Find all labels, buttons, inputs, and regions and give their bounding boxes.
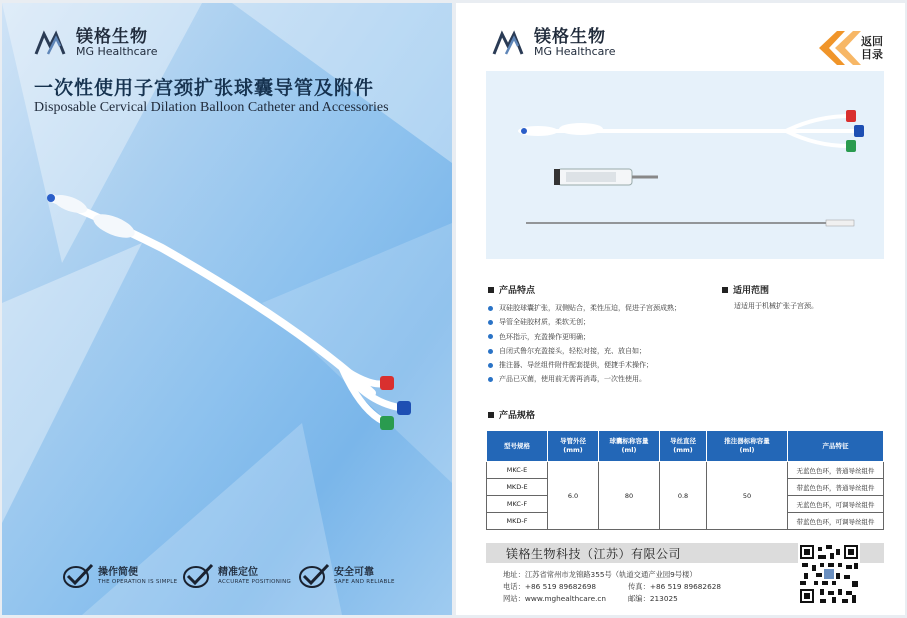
feature-label-cn: 安全可靠: [334, 567, 374, 578]
features-list: [488, 301, 681, 387]
table-header: 推注器标称容量 (ml): [707, 431, 788, 462]
feature-safe: [298, 563, 395, 589]
table-cell: 6.0: [548, 462, 599, 530]
mg-logo-icon: [492, 30, 528, 56]
table-cell: 无蓝色色环，普通导丝组件: [788, 462, 884, 479]
company-name: 镁格生物科技（江苏）有限公司: [506, 547, 682, 561]
brand-name-cn: 镁格生物: [76, 27, 148, 47]
mg-logo-icon: [34, 30, 70, 56]
right-page-details: [456, 3, 905, 615]
checkmark-circle-icon: [298, 563, 330, 589]
product-title-cn: 一次性使用子宫颈扩张球囊导管及附件: [34, 77, 375, 99]
qr-code-icon: [798, 543, 860, 605]
feature-text: 导管全硅胶材质，柔软无创；: [499, 318, 590, 327]
section-title-text: 产品特点: [499, 286, 536, 296]
list-item: [488, 330, 681, 344]
checkmark-circle-icon: [62, 563, 94, 589]
table-cell: 无蓝色色环，可调导丝组件: [788, 496, 884, 513]
list-item: [488, 301, 681, 315]
company-website[interactable]: 网站：www.mghealthcare.cn: [503, 594, 607, 603]
features-section-title: [488, 283, 535, 296]
list-item: [488, 372, 681, 386]
feature-text: 双硅胶球囊扩张，双侧贴合，柔性压迫，促进子宫颈成熟；: [499, 304, 681, 312]
feature-label-cn: 精准定位: [218, 567, 258, 578]
table-cell: 带蓝色色环，可调导丝组件: [788, 513, 884, 530]
brand-name-cn: 镁格生物: [534, 27, 606, 47]
table-cell: 带蓝色色环，普通导丝组件: [788, 479, 884, 496]
table-header: 导管外径 (mm): [548, 431, 599, 462]
table-cell: MKD-E: [487, 479, 548, 496]
brand-name-en: MG Healthcare: [76, 45, 158, 58]
feature-text: 推注器、导丝组件附件配套提供，便捷手术操作；: [499, 361, 653, 370]
feature-label-en: SAFE AND RELIABLE: [334, 579, 395, 585]
list-item: [488, 344, 681, 358]
left-page-cover: [2, 3, 452, 615]
brand-name-en: MG Healthcare: [534, 45, 616, 58]
checkmark-circle-icon: [182, 563, 214, 589]
table-cell: 80: [599, 462, 660, 530]
table-cell: MKC-E: [487, 462, 548, 479]
spec-table: [486, 430, 884, 530]
scope-text: 适适用于机械扩张子宫颈。: [734, 302, 818, 310]
company-phone: 电话：+86 519 89682698: [503, 582, 596, 591]
table-cell: MKD-F: [487, 513, 548, 530]
double-arrow-left-icon: [815, 29, 861, 67]
feature-label-cn: 操作简便: [98, 567, 138, 578]
feature-label-en: THE OPERATION IS SIMPLE: [98, 579, 178, 585]
list-item: [488, 358, 681, 372]
feature-text: 自闭式鲁尔充盈接头，轻松对接，充、放自如；: [499, 346, 646, 355]
feature-accurate: [182, 563, 291, 589]
table-cell: 50: [707, 462, 788, 530]
table-row: [487, 462, 884, 479]
catheter-image: [42, 188, 422, 438]
brand-logo: [34, 28, 157, 58]
table-header: 导丝直径 (mm): [660, 431, 707, 462]
table-cell: MKC-F: [487, 496, 548, 513]
back-to-contents-button[interactable]: [815, 29, 887, 67]
table-header: 产品特征: [788, 431, 884, 462]
catheter-kit-image: [486, 71, 884, 259]
product-photo: [486, 71, 884, 259]
back-label: 返回目录: [861, 35, 883, 61]
feature-label-en: ACCURATE POSITIONING: [218, 579, 292, 585]
brand-logo: [492, 28, 615, 58]
feature-text: 产品已灭菌，使用前无需再消毒，一次性使用。: [499, 375, 646, 384]
scope-section-title: [722, 283, 769, 296]
section-title-text: 产品规格: [499, 411, 536, 421]
feature-text: 色环指示，充盈操作更明确；: [499, 332, 590, 341]
table-cell: 0.8: [660, 462, 707, 530]
specs-section-title: [488, 408, 535, 421]
company-postcode: 邮编：213025: [628, 594, 678, 603]
company-address: 地址：江苏省常州市龙锦路355号（轨道交通产业园9号楼）: [503, 570, 697, 579]
product-title-en: Disposable Cervical Dilation Balloon Catheter and Accessories: [34, 100, 389, 115]
section-title-text: 适用范围: [733, 286, 770, 296]
table-header: 球囊标称容量 (ml): [599, 431, 660, 462]
feature-simple: [62, 563, 177, 589]
table-header: 型号规格: [487, 431, 548, 462]
company-fax: 传真：+86 519 89682628: [628, 582, 721, 591]
list-item: [488, 315, 681, 329]
